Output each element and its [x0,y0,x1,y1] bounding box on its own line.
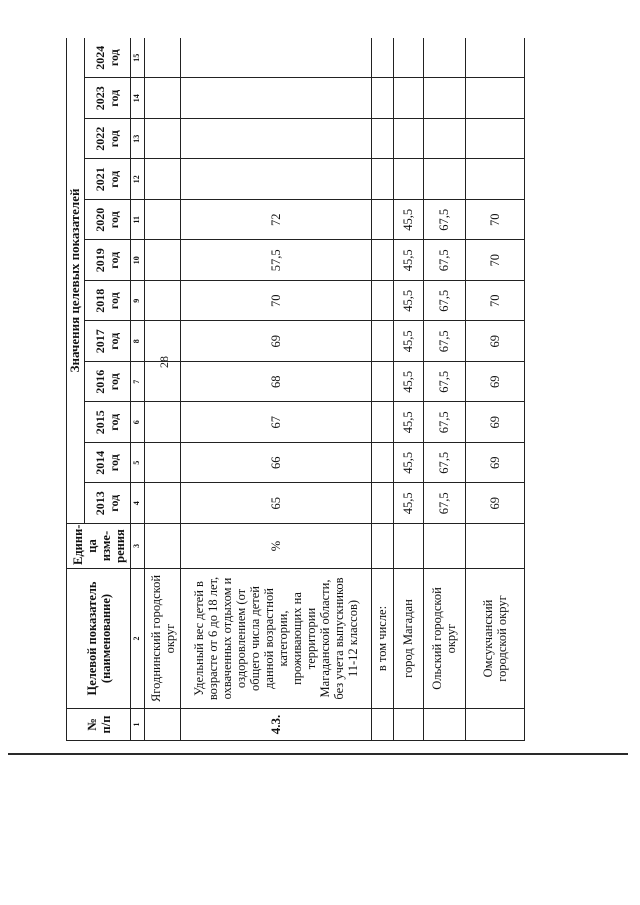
table-row [465,38,524,741]
value-cell: 70 [465,281,524,322]
column-number: 14 [131,78,145,119]
value-cell: 45,5 [393,281,423,322]
value-cell: 69 [465,483,524,524]
value-cell [145,281,181,322]
value-cell: 66 [181,443,372,484]
rotated-table-container [66,38,525,741]
value-cell [181,38,372,78]
column-number: 8 [131,321,145,362]
value-cell [145,362,181,403]
value-cell [371,38,393,78]
row-number: 4.3. [181,709,372,741]
value-cell [145,38,181,78]
value-cell [145,119,181,160]
column-numbers-row [131,38,145,741]
header-unit: Едини-ца изме-рения [67,524,131,569]
table-row [423,38,465,741]
value-cell: 69 [465,443,524,484]
value-cell: 68 [181,362,372,403]
value-cell: 70 [465,240,524,281]
row-unit [393,524,423,569]
value-cell [423,119,465,160]
value-cell [371,362,393,403]
value-cell [371,443,393,484]
header-year: 2024 год [85,38,131,78]
value-cell [465,38,524,78]
value-cell [371,402,393,443]
value-cell [145,321,181,362]
row-name: Ольский городской округ [423,569,465,709]
value-cell [181,78,372,119]
value-cell [423,159,465,200]
value-cell [371,200,393,241]
row-name: Ягоднинский городской округ [145,569,181,709]
value-cell: 67,5 [423,443,465,484]
table-row [371,38,393,741]
row-unit [423,524,465,569]
value-cell [393,119,423,160]
table-row [145,38,181,741]
value-cell: 67,5 [423,240,465,281]
value-cell: 69 [465,402,524,443]
value-cell [371,281,393,322]
row-unit: % [181,524,372,569]
value-cell [145,483,181,524]
value-cell [371,78,393,119]
header-year: 2015 год [85,402,131,443]
row-name: в том числе: [371,569,393,709]
value-cell: 45,5 [393,443,423,484]
column-number: 4 [131,483,145,524]
value-cell: 67 [181,402,372,443]
value-cell: 45,5 [393,321,423,362]
value-cell [181,159,372,200]
value-cell [465,78,524,119]
row-number [423,709,465,741]
page-number: 28 [156,356,171,368]
header-year: 2020 год [85,200,131,241]
column-number: 10 [131,240,145,281]
column-number: 7 [131,362,145,403]
value-cell [465,119,524,160]
column-number: 15 [131,38,145,78]
column-number: 2 [131,569,145,709]
column-number: 3 [131,524,145,569]
row-name: Омсукчанский городской округ [465,569,524,709]
value-cell [465,159,524,200]
value-cell: 70 [181,281,372,322]
value-cell [393,159,423,200]
value-cell: 69 [465,321,524,362]
value-cell [145,200,181,241]
value-cell: 67,5 [423,200,465,241]
header-values: Значения целевых показателей [67,38,85,524]
value-cell [393,38,423,78]
header-year: 2019 год [85,240,131,281]
value-cell: 67,5 [423,483,465,524]
value-cell [423,38,465,78]
value-cell: 45,5 [393,240,423,281]
value-cell [371,483,393,524]
scan-edge-line [8,753,628,755]
header-year: 2022 год [85,119,131,160]
value-cell [181,119,372,160]
column-number: 11 [131,200,145,241]
value-cell [145,240,181,281]
column-number: 1 [131,709,145,741]
header-row-top [67,38,85,741]
row-unit [371,524,393,569]
indicators-table [66,38,525,741]
column-number: 5 [131,443,145,484]
value-cell: 67,5 [423,402,465,443]
row-unit [465,524,524,569]
header-year: 2013 год [85,483,131,524]
value-cell [393,78,423,119]
value-cell [423,78,465,119]
table-viewport [66,38,525,741]
value-cell: 69 [465,362,524,403]
header-year: 2021 год [85,159,131,200]
column-number: 12 [131,159,145,200]
header-year: 2018 год [85,281,131,322]
value-cell: 72 [181,200,372,241]
header-num: № п/п [67,709,131,741]
header-year: 2017 год [85,321,131,362]
row-number [145,709,181,741]
column-number: 13 [131,119,145,160]
value-cell [371,240,393,281]
value-cell: 45,5 [393,200,423,241]
row-name: Удельный вес детей в возрасте от 6 до 18 лет, охваченных отдыхом и оздоровлением (от общего числа детей данной возрастной категории, проживающих на территории Магаданской области, без учета выпускников 11-12 классов) [181,569,372,709]
value-cell: 67,5 [423,281,465,322]
table-row [181,38,372,741]
value-cell [371,119,393,160]
value-cell: 45,5 [393,483,423,524]
header-year: 2016 год [85,362,131,403]
value-cell: 45,5 [393,402,423,443]
row-unit [145,524,181,569]
value-cell: 69 [181,321,372,362]
value-cell: 70 [465,200,524,241]
value-cell: 67,5 [423,321,465,362]
row-number [465,709,524,741]
value-cell [145,402,181,443]
value-cell: 45,5 [393,362,423,403]
row-number [371,709,393,741]
value-cell: 67,5 [423,362,465,403]
header-name: Целевой показатель (наименование) [67,569,131,709]
column-number: 6 [131,402,145,443]
value-cell [371,321,393,362]
column-number: 9 [131,281,145,322]
value-cell [371,159,393,200]
row-name: город Магадан [393,569,423,709]
value-cell [145,443,181,484]
value-cell [145,78,181,119]
header-year: 2014 год [85,443,131,484]
value-cell [145,159,181,200]
value-cell: 57,5 [181,240,372,281]
row-number [393,709,423,741]
table-row [393,38,423,741]
value-cell: 65 [181,483,372,524]
header-year: 2023 год [85,78,131,119]
